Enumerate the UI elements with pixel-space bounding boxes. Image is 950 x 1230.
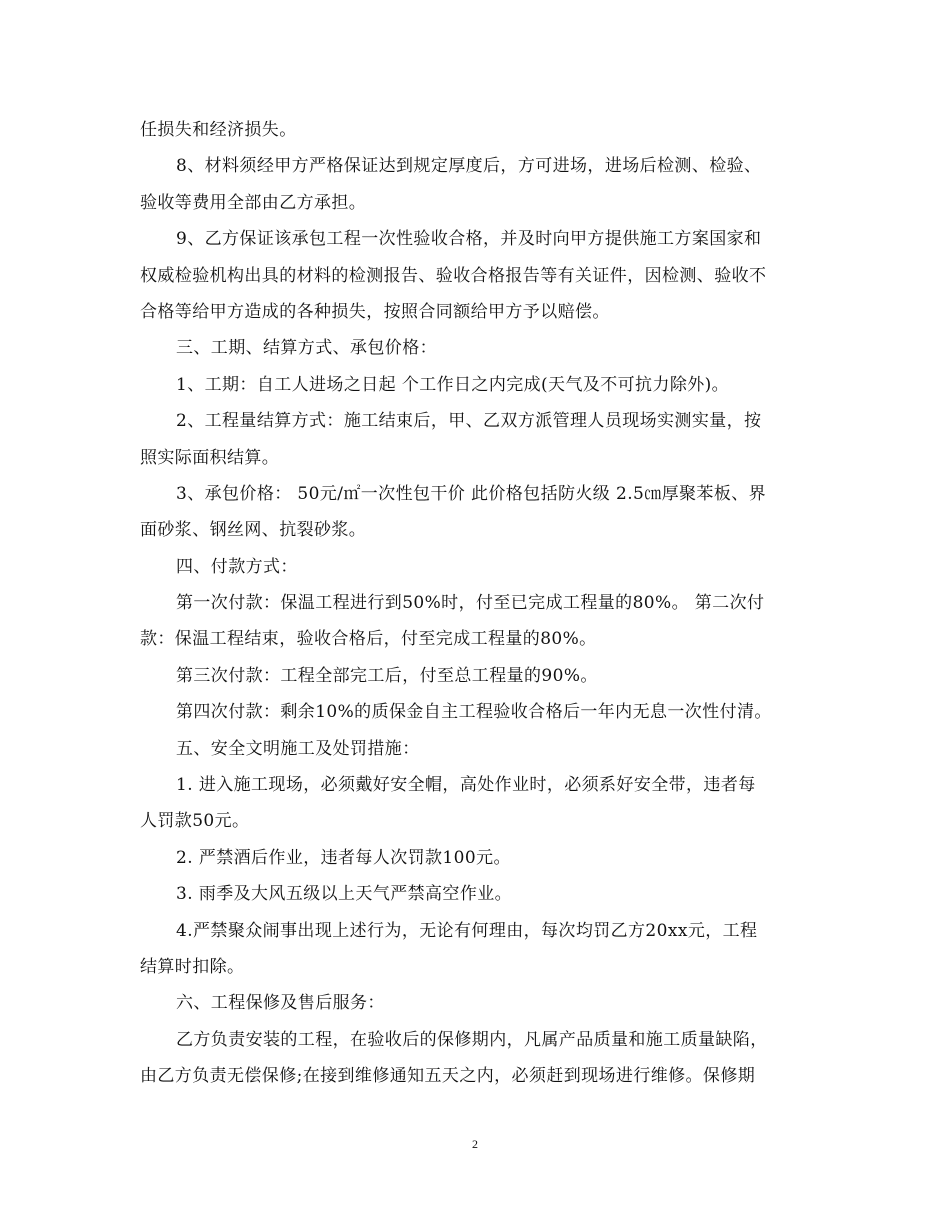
document-body [140, 112, 812, 1095]
text-line: 1. 进入施工现场，必须戴好安全帽，高处作业时，必须系好安全带，违者每 [176, 775, 756, 796]
text-line: 第四次付款：剩余10%的质保金自主工程验收合格后一年内无息一次性付清。 [176, 702, 772, 723]
text-line: 8、材料须经甲方严格保证达到规定厚度后，方可进场，进场后检测、检验、 [176, 156, 762, 177]
text-line: 验收等费用全部由乙方承担。 [140, 192, 367, 213]
text-line: 人罚款50元。 [140, 811, 250, 832]
text-line: 3. 雨季及大风五级以上天气严禁高空作业。 [176, 884, 513, 905]
text-line: 3、承包价格： 50元/㎡一次性包干价 此价格包括防火级 2.5㎝厚聚苯板、界 [176, 483, 767, 504]
text-line: 乙方负责安装的工程，在验收后的保修期内，凡属产品质量和施工质量缺陷， [176, 1029, 768, 1050]
text-line: 三、工期、结算方式、承包价格： [176, 338, 437, 359]
page-number: 2 [472, 1137, 478, 1151]
text-line: 第一次付款：保温工程进行到50%时，付至已完成工程量的80%。 第二次付 [176, 593, 765, 614]
text-line: 合格等给甲方造成的各种损失，按照合同额给甲方予以赔偿。 [140, 301, 610, 322]
text-line: 款：保温工程结束，验收合格后，付至完成工程量的80%。 [140, 629, 597, 650]
text-line: 1、工期：自工人进场之日起 个工作日之内完成(天气及不可抗力除外)。 [176, 374, 730, 395]
text-line: 权威检验机构出具的材料的检测报告、验收合格报告等有关证件，因检测、验收不 [140, 265, 767, 286]
text-line: 任损失和经济损失。 [140, 120, 297, 140]
text-line: 结算时扣除。 [140, 956, 245, 977]
text-line: 第三次付款：工程全部完工后，付至总工程量的90%。 [176, 665, 598, 686]
text-line: 照实际面积结算。 [140, 447, 280, 468]
text-line: 由乙方负责无偿保修;在接到维修通知五天之内，必须赶到现场进行维修。保修期 [140, 1066, 756, 1087]
text-line: 2、工程量结算方式：施工结束后，甲、乙双方派管理人员现场实测实量，按 [176, 411, 762, 432]
text-line: 4.严禁聚众闹事出现上述行为，无论有何理由，每次均罚乙方20xx元，工程 [176, 920, 758, 941]
text-line: 五、安全文明施工及处罚措施： [176, 738, 420, 759]
text-line: 2. 严禁酒后作业，违者每人次罚款100元。 [176, 847, 511, 868]
text-line: 四、付款方式： [176, 556, 298, 577]
text-line: 六、工程保修及售后服务： [176, 993, 385, 1014]
text-line: 面砂浆、钢丝网、抗裂砂浆。 [140, 520, 367, 541]
text-line: 9、乙方保证该承包工程一次性验收合格，并及时向甲方提供施工方案国家和 [176, 229, 762, 250]
